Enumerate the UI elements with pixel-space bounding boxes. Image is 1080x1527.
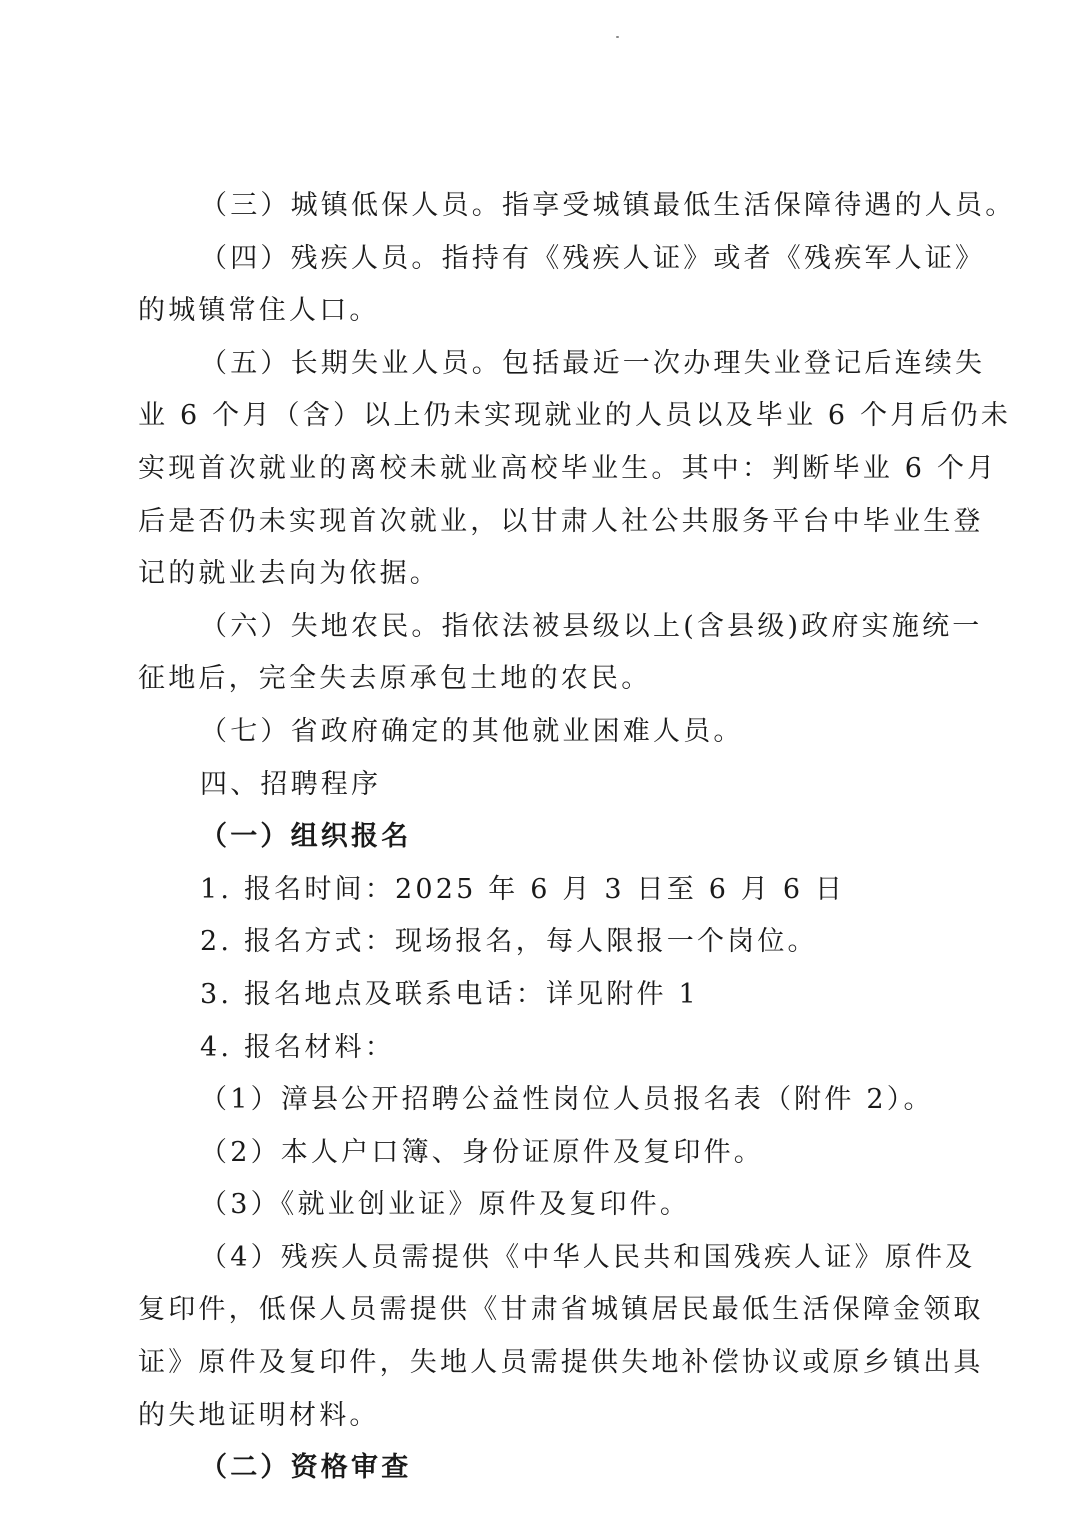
subsection-heading-1: （一）组织报名 [200, 821, 412, 853]
material-1: （1）漳县公开招聘公益性岗位人员报名表（附件 2）。 [200, 1084, 934, 1116]
material-2: （2）本人户口簿、身份证原件及复印件。 [200, 1136, 764, 1168]
para-category-6-line-2: 征地后，完全失去原承包土地的农民。 [138, 663, 652, 695]
item-registration-location: 3. 报名地点及联系电话：详见附件 1 [200, 978, 699, 1010]
para-category-5-line-2: 业 6 个月（含）以上仍未实现就业的人员以及毕业 6 个月后仍未 [138, 400, 1012, 432]
item-registration-materials: 4. 报名材料： [200, 1031, 395, 1063]
item-registration-time: 1. 报名时间：2025 年 6 月 3 日至 6 月 6 日 [200, 873, 846, 905]
section-heading-4: 四、招聘程序 [200, 768, 382, 800]
para-category-5-line-1: （五）长期失业人员。包括最近一次办理失业登记后连续失 [200, 347, 986, 379]
document-body [138, 180, 1016, 1495]
material-4-line-1: （4）残疾人员需提供《中华人民共和国残疾人证》原件及 [200, 1241, 976, 1273]
para-category-5-line-3: 实现首次就业的离校未就业高校毕业生。其中：判断毕业 6 个月 [138, 452, 998, 484]
material-4-line-4: 的失地证明材料。 [138, 1399, 380, 1431]
para-category-5-line-4: 后是否仍未实现首次就业，以甘肃人社公共服务平台中毕业生登 [138, 505, 984, 537]
para-category-6-line-1: （六）失地农民。指依法被县级以上(含县级)政府实施统一 [200, 610, 983, 642]
material-4-line-2: 复印件，低保人员需提供《甘肃省城镇居民最低生活保障金领取 [138, 1294, 984, 1326]
material-4-line-3: 证》原件及复印件，失地人员需提供失地补偿协议或原乡镇出具 [138, 1347, 984, 1379]
para-category-4-line-1: （四）残疾人员。指持有《残疾人证》或者《残疾军人证》 [200, 242, 986, 274]
item-registration-method: 2. 报名方式：现场报名，每人限报一个岗位。 [200, 926, 818, 958]
para-category-7: （七）省政府确定的其他就业困难人员。 [200, 715, 744, 747]
material-3: （3）《就业创业证》原件及复印件。 [200, 1189, 691, 1221]
para-category-4-line-2: 的城镇常住人口。 [138, 295, 380, 327]
scan-speck [616, 36, 619, 38]
subsection-heading-2: （二）资格审查 [200, 1452, 412, 1484]
para-category-5-line-5: 记的就业去向为依据。 [138, 558, 440, 590]
para-category-3: （三）城镇低保人员。指享受城镇最低生活保障待遇的人员。 [200, 190, 1016, 221]
